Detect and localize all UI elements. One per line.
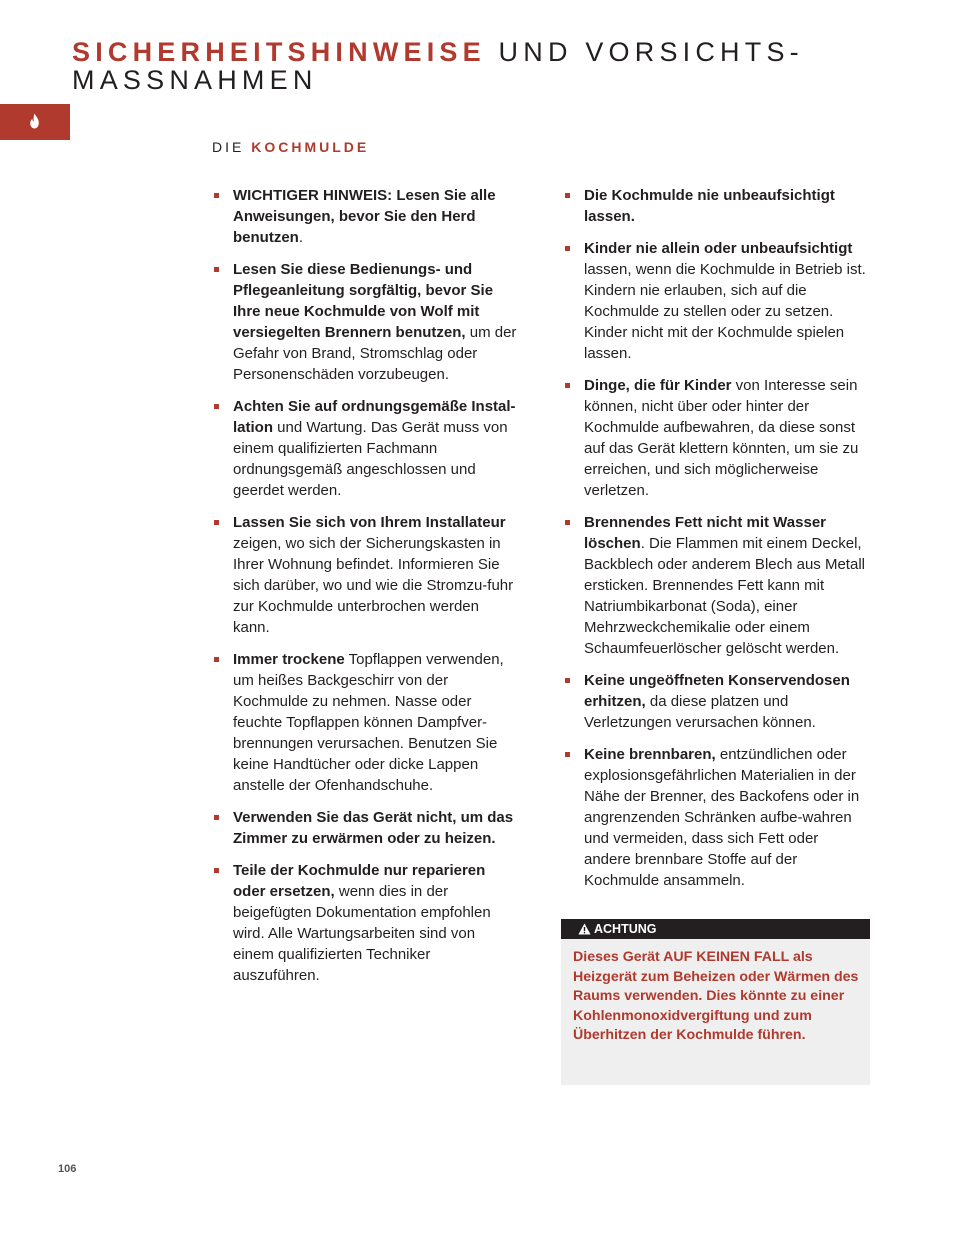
bullet-icon bbox=[214, 815, 219, 820]
list-item-text: entzündlichen oder explosionsgefährlichen Materialien in der Nähe der Brenner, des Backofens oder in angrenzenden Schränken aufbe-wahren und vermeiden, dass sich Fett oder andere brennbare Stoffe auf der Kochmulde ansammeln. bbox=[584, 746, 860, 889]
list-item bbox=[563, 744, 868, 891]
section-heading-prefix: DIE bbox=[212, 139, 252, 155]
bullet-icon bbox=[565, 752, 570, 757]
list-item-text: um der Gefahr von Brand, Stromschlag oder Personenschäden vorzubeugen. bbox=[233, 324, 517, 383]
page-title-rest: UND VORSICHTS- bbox=[485, 37, 804, 67]
section-heading bbox=[212, 139, 369, 155]
list-item-lead: Achten Sie auf ordnungsgemäße Instal-lation bbox=[233, 398, 516, 436]
warning-label: ACHTUNG bbox=[594, 922, 657, 936]
warning-triangle-icon bbox=[578, 923, 591, 935]
list-item-text: . Die Flammen mit einem Deckel, Backblech oder anderem Blech aus Metall ersticken. Brennendes Fett kann mit Natriumbikarbonat (Soda), einer Mehrzweckchemikalie oder einem Schaumfeuerlöscher gelöscht werden. bbox=[584, 535, 865, 657]
right-column bbox=[563, 185, 868, 902]
page-title-line-2: MASSNAHMEN bbox=[72, 65, 318, 95]
list-item bbox=[563, 670, 868, 733]
page-number: 106 bbox=[58, 1163, 77, 1175]
list-item-text: zeigen, wo sich der Sicherungskasten in Ihrer Wohnung befindet. Informieren Sie sich darüber, wo und wie die Stromzu-fuhr zur Kochmulde unterbrochen werden kann. bbox=[233, 535, 514, 636]
right-safety-list bbox=[563, 185, 868, 891]
list-item bbox=[212, 396, 517, 501]
list-item-text: Topflappen verwenden, um heißes Backgeschirr von der Kochmulde zu nehmen. Nasse oder feuchte Topflappen können Dampfver-brennungen verursachen. Benutzen Sie keine Handtücher oder dicke Lappen anstelle der Ofenhandschuhe. bbox=[233, 651, 504, 794]
list-item-lead: Teile der Kochmulde nur reparieren oder ersetzen, bbox=[233, 862, 486, 900]
list-item bbox=[212, 807, 517, 849]
list-item-lead: Keine ungeöffneten Konservendosen erhitzen, bbox=[584, 672, 850, 710]
warning-text: Dieses Gerät AUF KEINEN FALL als Heizgerät zum Beheizen oder Wärmen des Raums verwenden. Dies könnte zu einer Kohlenmonoxidvergiftung und zum Überhitzen der Kochmulde führen. bbox=[573, 949, 859, 1043]
bullet-icon bbox=[214, 193, 219, 198]
list-item bbox=[563, 185, 868, 227]
flame-icon bbox=[29, 113, 40, 129]
list-item-text: wenn dies in der beigefügten Dokumentation empfohlen wird. Alle Wartungsarbeiten sind von einem qualifizierten Techniker auszuführen. bbox=[233, 883, 491, 984]
list-item-lead: Dinge, die für Kinder bbox=[584, 377, 732, 394]
list-item bbox=[212, 259, 517, 385]
section-heading-accent: KOCHMULDE bbox=[251, 139, 370, 155]
list-item-lead: Lassen Sie sich von Ihrem Installateur bbox=[233, 514, 506, 531]
warning-box bbox=[561, 919, 870, 1085]
bullet-icon bbox=[565, 520, 570, 525]
bullet-icon bbox=[565, 193, 570, 198]
list-item bbox=[212, 860, 517, 986]
list-item-text: von Interesse sein können, nicht über oder hinter der Kochmulde aufbewahren, da diese sonst auf das Gerät klettern könnten, um sie zu erreichen, und sich möglicherweise verletzen. bbox=[584, 377, 859, 499]
list-item-lead: Kinder nie allein oder unbeaufsichtigt bbox=[584, 240, 853, 257]
bullet-icon bbox=[214, 520, 219, 525]
list-item-lead: Immer trockene bbox=[233, 651, 345, 668]
bullet-icon bbox=[565, 246, 570, 251]
list-item bbox=[212, 185, 517, 248]
side-tab bbox=[0, 104, 70, 140]
left-safety-list bbox=[212, 185, 517, 986]
list-item-text: . bbox=[298, 229, 304, 246]
list-item bbox=[212, 512, 517, 638]
list-item-lead: Lesen Sie diese Bedienungs- und Pflegeanleitung sorgfältig, bevor Sie Ihre neue Kochmulde von Wolf mit versiegelten Brennern benutzen, bbox=[233, 261, 494, 341]
list-item-lead: Verwenden Sie das Gerät nicht, um das Zimmer zu erwärmen oder zu heizen. bbox=[233, 809, 514, 847]
list-item-text: und Wartung. Das Gerät muss von einem qualifizierten Fachmann ordnungsgemäß angeschlossen und geerdet werden. bbox=[233, 419, 508, 499]
left-column bbox=[212, 185, 517, 997]
warning-header bbox=[561, 919, 870, 939]
list-item-lead: Die Kochmulde nie unbeaufsichtigt lassen. bbox=[584, 187, 835, 225]
bullet-icon bbox=[214, 868, 219, 873]
page-title bbox=[72, 38, 932, 94]
list-item-lead: Brennendes Fett nicht mit Wasser löschen bbox=[584, 514, 826, 552]
bullet-icon bbox=[565, 678, 570, 683]
list-item bbox=[563, 238, 868, 364]
bullet-icon bbox=[214, 657, 219, 662]
bullet-icon bbox=[565, 383, 570, 388]
list-item-lead: Keine brennbaren, bbox=[584, 746, 716, 763]
page-title-accent: SICHERHEITSHINWEISE bbox=[72, 37, 486, 67]
bullet-icon bbox=[214, 404, 219, 409]
list-item-text: lassen, wenn die Kochmulde in Betrieb ist. Kindern nie erlauben, sich auf die Kochmulde zu stellen oder zu setzen. Kinder nicht mit der Kochmulde spielen lassen. bbox=[584, 261, 866, 362]
list-item bbox=[563, 375, 868, 501]
list-item-text: da diese platzen und Verletzungen verursachen können. bbox=[584, 693, 816, 731]
list-item bbox=[563, 512, 868, 659]
list-item-lead: WICHTIGER HINWEIS: Lesen Sie alle Anweisungen, bevor Sie den Herd benutzen bbox=[233, 187, 496, 246]
list-item bbox=[212, 649, 517, 796]
bullet-icon bbox=[214, 267, 219, 272]
